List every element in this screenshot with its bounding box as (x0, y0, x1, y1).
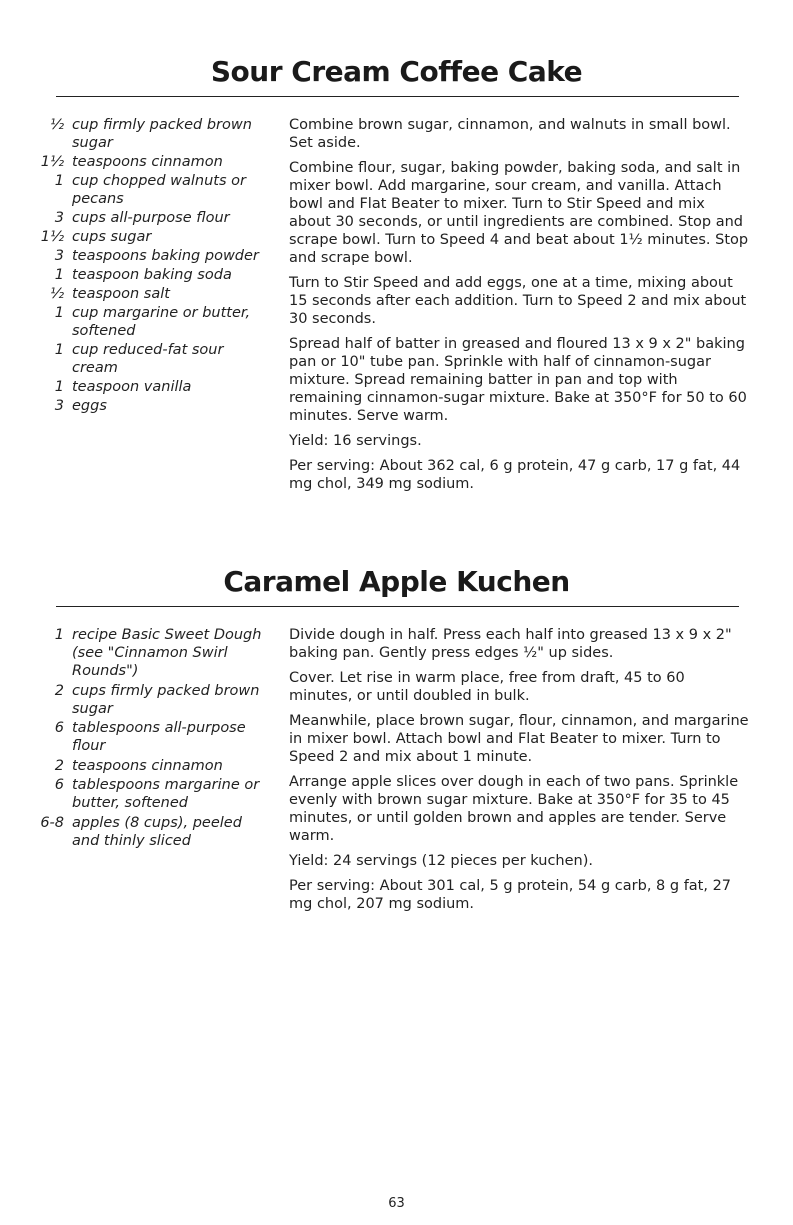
direction-paragraph: Divide dough in half. Press each half into greased 13 x 9 x 2" baking pan. Gently press edges ½" up sides. (289, 627, 732, 661)
yield: Yield: 24 servings (12 pieces per kuchen). (289, 853, 593, 869)
ingredient-qty: 1 (54, 342, 64, 358)
ingredient-qty: 1 (54, 173, 64, 189)
directions (289, 116, 749, 500)
ingredient-item (36, 626, 276, 680)
ingredient-text: cups all-purpose flour (72, 210, 230, 226)
recipe-title: Caramel Apple Kuchen (223, 565, 570, 598)
ingredient-item (36, 378, 276, 396)
ingredient-qty: 1½ (40, 154, 64, 170)
ingredient-list (36, 116, 276, 416)
directions (289, 626, 749, 920)
ingredient-item (36, 304, 276, 340)
ingredient-text: teaspoon salt (72, 286, 170, 302)
ingredient-qty: 6-8 (40, 814, 64, 831)
ingredient-item (36, 209, 276, 227)
ingredient-text: tablespoons margarine or butter, softened (72, 777, 260, 811)
recipe-title: Sour Cream Coffee Cake (210, 55, 583, 88)
ingredient-text: teaspoon vanilla (72, 379, 192, 395)
ingredient-qty: 3 (54, 210, 64, 226)
ingredient-item (36, 397, 276, 415)
ingredient-item (36, 153, 276, 171)
ingredient-qty: 2 (54, 682, 64, 699)
ingredient-qty: 3 (54, 248, 64, 264)
ingredient-item (36, 776, 276, 812)
nutrition: Per serving: About 362 cal, 6 g protein, 47 g carb, 17 g fat, 44 mg chol, 349 mg sodium. (289, 458, 741, 492)
ingredient-qty: 3 (54, 398, 64, 414)
ingredient-qty: 1 (54, 305, 64, 321)
direction-paragraph: Cover. Let rise in warm place, free from draft, 45 to 60 minutes, or until doubled in bulk. (289, 670, 685, 704)
direction-paragraph: Combine brown sugar, cinnamon, and walnuts in small bowl. Set aside. (289, 117, 731, 151)
ingredient-item (36, 172, 276, 208)
ingredient-item (36, 247, 276, 265)
direction-paragraph: Arrange apple slices over dough in each of two pans. Sprinkle evenly with brown sugar mixture. Bake at 350°F for 35 to 45 minutes, or until golden brown and apples are tender. Serve warm. (289, 774, 739, 844)
ingredient-item (36, 757, 276, 775)
title-divider (56, 606, 739, 607)
ingredient-text: apples (8 cups), peeled and thinly sliced (72, 814, 242, 849)
direction-paragraph: Spread half of batter in greased and floured 13 x 9 x 2" baking pan or 10" tube pan. Sprinkle with half of cinnamon-sugar mixture. Spread remaining batter in pan and top with remaining cinnamon-sugar mixture. Bake at 350°F for 50 to 60 minutes. Serve warm. (289, 336, 747, 424)
ingredient-text: eggs (72, 398, 107, 414)
ingredient-list (36, 626, 276, 851)
ingredient-text: teaspoons cinnamon (72, 757, 223, 774)
ingredient-item (36, 228, 276, 246)
ingredient-item (36, 285, 276, 303)
ingredient-text: cups firmly packed brown sugar (72, 682, 260, 717)
direction-paragraph: Meanwhile, place brown sugar, flour, cinnamon, and margarine in mixer bowl. Attach bowl and Flat Beater to mixer. Turn to Speed 2 and mix about 1 minute. (289, 713, 749, 765)
ingredient-item (36, 682, 276, 718)
nutrition: Per serving: About 301 cal, 5 g protein, 54 g carb, 8 g fat, 27 mg chol, 207 mg sodium. (289, 878, 732, 912)
recipe-sour-cream-coffee-cake (0, 50, 793, 492)
page-number: 63 (388, 1196, 405, 1211)
ingredient-qty: 1 (54, 627, 64, 643)
title-divider (56, 96, 739, 97)
yield: Yield: 16 servings. (289, 433, 422, 449)
ingredient-item (36, 116, 276, 152)
ingredient-text: cups sugar (72, 229, 152, 245)
ingredient-text: cup reduced-fat sour cream (72, 342, 224, 376)
ingredient-qty: 6 (54, 720, 64, 736)
ingredient-text: recipe Basic Sweet Dough (see "Cinnamon Swirl Rounds") (72, 627, 262, 679)
ingredient-item (36, 814, 276, 850)
ingredient-text: teaspoons baking powder (72, 248, 259, 264)
ingredient-text: cup chopped walnuts or pecans (72, 173, 246, 207)
ingredient-qty: 1½ (40, 229, 64, 245)
ingredient-qty: ½ (49, 117, 64, 133)
ingredient-text: cup firmly packed brown sugar (72, 117, 252, 151)
ingredient-qty: 1 (54, 379, 64, 395)
ingredient-text: cup margarine or butter, softened (72, 305, 251, 339)
ingredient-text: teaspoon baking soda (72, 267, 232, 283)
ingredient-qty: 1 (54, 267, 64, 283)
ingredient-text: tablespoons all-purpose flour (72, 720, 246, 754)
ingredient-qty: 2 (54, 757, 64, 774)
ingredient-item (36, 266, 276, 284)
ingredient-item (36, 719, 276, 755)
ingredient-qty: 6 (54, 777, 64, 793)
recipe-caramel-apple-kuchen (0, 560, 793, 912)
ingredient-qty: ½ (49, 286, 64, 302)
ingredient-item (36, 341, 276, 377)
direction-paragraph: Turn to Stir Speed and add eggs, one at a time, mixing about 15 seconds after each addition. Turn to Speed 2 and mix about 30 seconds. (289, 275, 747, 327)
direction-paragraph: Combine flour, sugar, baking powder, baking soda, and salt in mixer bowl. Add margarine, sour cream, and vanilla. Attach bowl and Flat Beater to mixer. Turn to Stir Speed and mix about 30 seconds, or until ingredients are combined. Stop and scrape bowl. Turn to Speed 4 and beat about 1½ minutes. Stop and scrape bowl. (289, 160, 749, 266)
ingredient-text: teaspoons cinnamon (72, 154, 223, 170)
